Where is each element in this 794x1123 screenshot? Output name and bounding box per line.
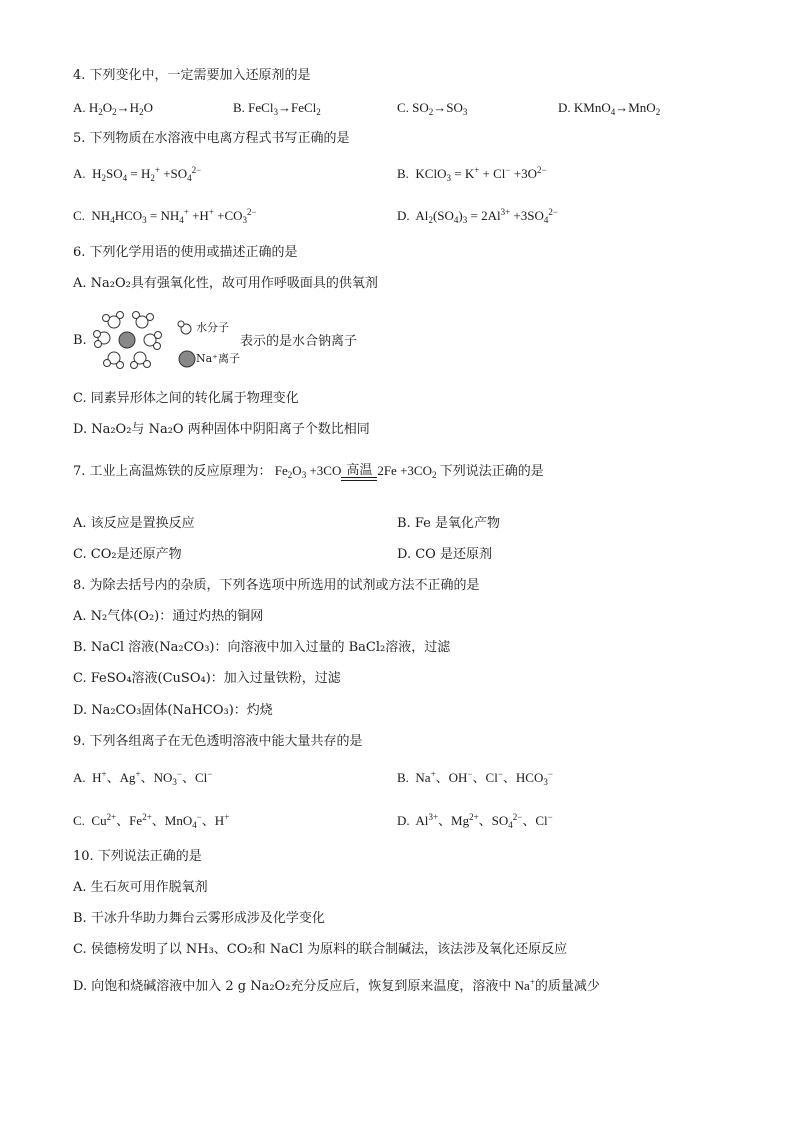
legend-water-label: 水分子 (196, 321, 229, 334)
q10-option-d-pre: D. 向饱和烧碱溶液中加入 2 g Na₂O₂充分反应后，恢复到原来温度，溶液中 (73, 979, 512, 994)
option-label: B. (397, 166, 409, 181)
q8-option-c[interactable]: C. FeSO₄溶液(CuSO₄)：加入过量铁粉，过滤 (73, 671, 341, 686)
q9-option-d[interactable]: D. $Al^{3+}$、$Mg^{2+}$、$SO_4^{2-}$、Cl− (397, 812, 553, 830)
option-label: C. (73, 208, 85, 223)
q7-option-d[interactable]: D. CO 是还原剂 (397, 547, 492, 562)
q7-stem-post: 下列说法正确的是 (439, 464, 544, 479)
q6-stem: 6. 下列化学用语的使用或描述正确的是 (73, 245, 298, 260)
q6-option-c[interactable]: C. 同素异形体之间的转化属于物理变化 (73, 391, 299, 406)
option-label: A. (73, 100, 86, 115)
option-label: B. (233, 100, 245, 115)
q9-option-a[interactable]: A. H+、Ag+、$NO_3^-$、Cl− (73, 769, 213, 787)
q7-option-a[interactable]: A. 该反应是置换反应 (73, 516, 195, 531)
q4-option-d[interactable]: D. KMnO$_4$→MnO$_2$ (558, 100, 661, 117)
q4-option-b[interactable]: B. FeCl$_3$→FeCl$_2$ (233, 100, 321, 117)
option-label: A. (73, 770, 86, 785)
option-label: B. (397, 770, 409, 785)
q5-option-a[interactable]: A. $H_2SO_4 = H_2^+ +SO_4^{2-}$ (73, 165, 202, 183)
sodium-ion-icon (178, 350, 196, 368)
q10-stem: 10. 下列说法正确的是 (73, 849, 202, 864)
q7-option-b[interactable]: B. Fe 是氧化产物 (397, 516, 500, 531)
option-label: C. (73, 813, 85, 828)
q10-option-a[interactable]: A. 生石灰可用作脱氧剂 (73, 880, 208, 895)
option-label: A. (73, 166, 86, 181)
legend-ion (178, 350, 240, 368)
q10-option-c[interactable]: C. 侯德榜发明了以 NH₃、CO₂和 NaCl 为原料的联合制碱法，该法涉及氧化还原反应 (73, 942, 568, 957)
q6-option-a[interactable]: A. Na₂O₂具有强氧化性，故可用作呼吸面具的供氧剂 (73, 276, 378, 291)
legend-water (176, 319, 229, 336)
q9-stem: 9. 下列各组离子在无色透明溶液中能大量共存的是 (73, 734, 363, 749)
q5-option-b[interactable]: B. KClO$_3$ = $K^+ + Cl^- +3O^{2-}$ (397, 165, 547, 183)
q4-option-c[interactable]: C. $SO_2\to SO_3$ (397, 100, 468, 117)
q6-option-d[interactable]: D. Na₂O₂与 Na₂O 两种固体中阴阳离子个数比相同 (73, 422, 370, 437)
option-label: D. (558, 100, 571, 115)
q7-stem-pre: 7. 工业上高温炼铁的反应原理为： (73, 464, 272, 479)
equals-bar (341, 477, 377, 481)
option-label: D. (397, 813, 410, 828)
q6-option-b-text: 表示的是水合钠离子 (240, 334, 358, 349)
q8-stem: 8. 为除去括号内的杂质，下列各选项中所选用的试剂或方法不正确的是 (73, 578, 480, 593)
q5-option-d[interactable]: D. $Al_2(SO_4)_3 = 2Al^{3+} +3SO_4^{2-}$ (397, 207, 558, 225)
q9-option-b[interactable]: B. Na+、OH−、Cl−、$HCO_3^-$ (397, 769, 553, 787)
legend-ion-label: Na⁺离子 (196, 352, 240, 365)
q4-option-a[interactable]: A. $H_2O_2\to H_2O$ (73, 100, 153, 117)
option-label: C. (397, 100, 409, 115)
option-label: D. (397, 208, 410, 223)
q8-option-d[interactable]: D. Na₂CO₃固体(NaHCO₃)：灼烧 (73, 703, 273, 718)
q9-option-c[interactable]: C. $Cu^{2+}$、$Fe^{2+}$、MnO$_4$−、H+ (73, 812, 230, 830)
q10-option-d[interactable] (73, 977, 600, 996)
q7-stem (73, 462, 544, 481)
q7-equation: $Fe_2O_3 +3CO$ 高温 $2Fe +3CO_2$ (271, 462, 437, 480)
hydrated-sodium-ion-diagram (92, 308, 182, 372)
q10-option-d-post: 的质量减少 (534, 979, 600, 994)
q4-stem: 4. 下列变化中，一定需要加入还原剂的是 (73, 68, 311, 83)
q7-option-c[interactable]: C. CO₂是还原产物 (73, 547, 182, 562)
q8-option-b[interactable]: B. NaCl 溶液(Na₂CO₃)：向溶液中加入过量的 BaCl₂溶液，过滤 (73, 640, 451, 655)
q10-option-b[interactable]: B. 干冰升华助力舞台云雾形成涉及化学变化 (73, 911, 325, 926)
condition-text: 高温 (346, 462, 373, 478)
reaction-condition (341, 463, 377, 481)
water-molecule-icon (176, 320, 196, 336)
q6-option-b-label[interactable]: B. (73, 333, 87, 348)
hydrated-ion-svg (92, 308, 182, 372)
q5-option-c[interactable]: C. $NH_4HCO_3 = NH_4^+ +H^+ +CO_3^{2-}$ (73, 207, 257, 225)
q8-option-a[interactable]: A. N₂气体(O₂)：通过灼热的铜网 (73, 609, 264, 624)
q5-stem: 5. 下列物质在水溶液中电离方程式书写正确的是 (73, 131, 350, 146)
q10-sodium-ion: Na+ (511, 977, 535, 993)
